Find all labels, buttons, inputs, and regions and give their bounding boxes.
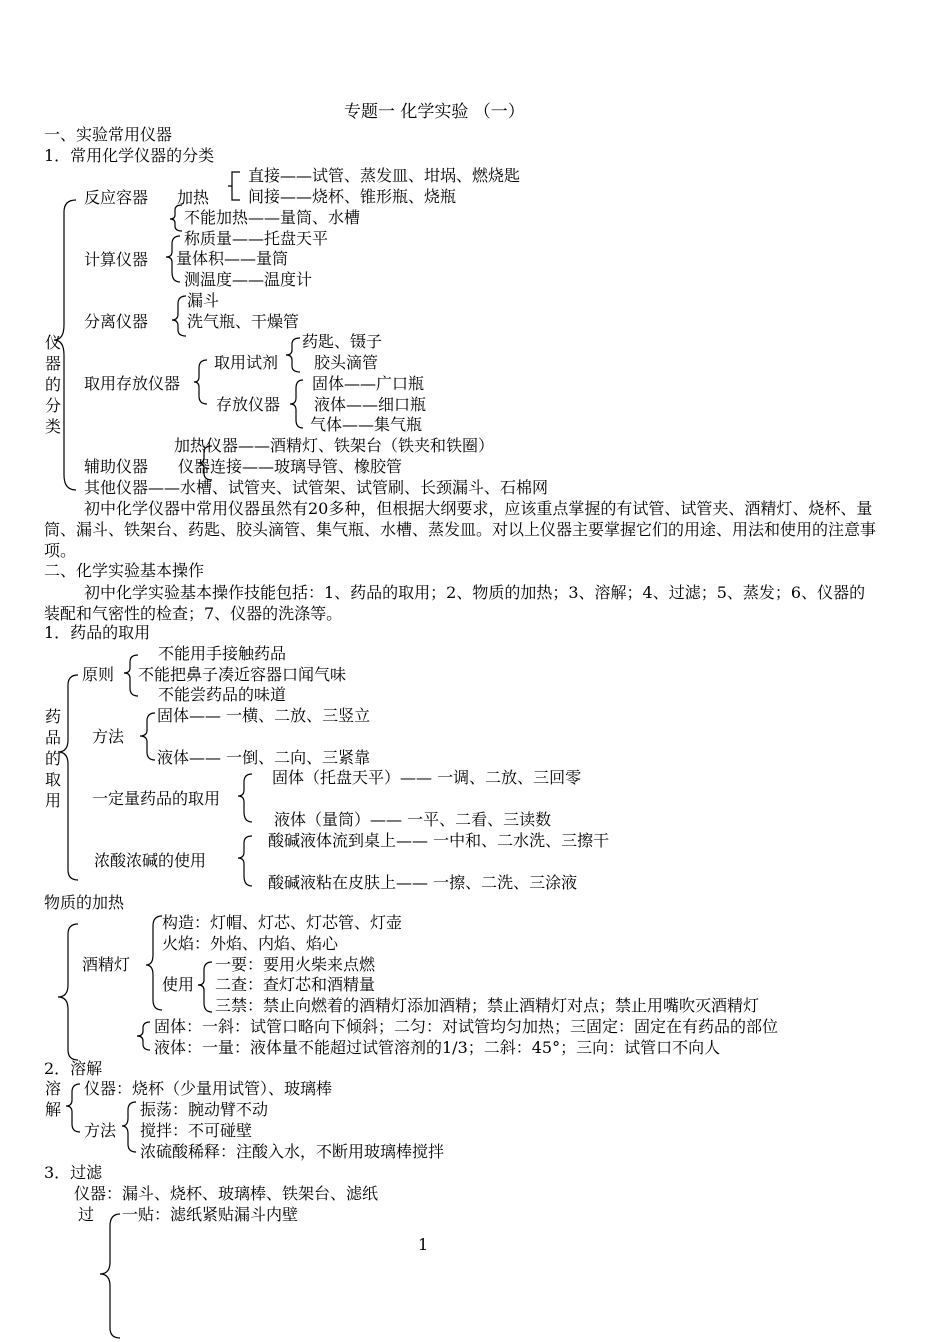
subsection-heading-1-1: 1．常用化学仪器的分类 [44, 146, 215, 165]
dissolve-side-label: 溶解 [44, 1079, 61, 1119]
connection-text: 仪器连接——玻璃导管、橡胶管 [178, 457, 403, 476]
heating-heading: 物质的加热 [44, 893, 125, 912]
use-rule-1-text: 一要：要用火柴来点燃 [215, 955, 376, 974]
acid-table-text: 酸碱液体流到桌上—— 一中和、二水洗、三擦干 [268, 831, 610, 850]
method-label: 方法 [92, 727, 125, 746]
filter-side-char: 过 [78, 1205, 95, 1224]
take-reagent-label: 取用试剂 [214, 353, 279, 372]
no-heat-text: 不能加热——量筒、水槽 [184, 208, 361, 227]
dissolve-method-label: 方法 [84, 1121, 117, 1140]
spoon-text: 药匙、镊子 [302, 332, 383, 351]
lamp-flame-text: 火焰：外焰、内焰、焰心 [162, 934, 339, 953]
funnel-text: 漏斗 [187, 291, 220, 310]
mass-text: 称质量——托盘天平 [184, 229, 329, 248]
solid-bottle-text: 固体——广口瓶 [312, 374, 425, 393]
instrument-classification-side-label: 仪器的分类 [44, 333, 61, 436]
reaction-vessel-label: 反应容器 [84, 188, 149, 207]
use-rule-3-text: 三禁：禁止向燃着的酒精灯添加酒精；禁止酒精灯对点；禁止用嘴吹灭酒精灯 [215, 996, 760, 1015]
filter-instrument-text: 仪器：漏斗、烧杯、玻璃棒、铁架台、滤纸 [74, 1184, 379, 1203]
paragraph-operations: 初中化学实验基本操作技能包括：1、药品的取用；2、物质的加热；3、溶解；4、过滤；5、蒸发；6、仪器的装配和气密性的检查；7、仪器的洗涤等。 [44, 583, 866, 623]
volume-text: 量体积——量筒 [176, 249, 289, 268]
lamp-use-label: 使用 [162, 975, 195, 994]
gas-bottle-text: 气体——集气瓶 [310, 415, 423, 434]
rule-3-text: 不能尝药品的味道 [158, 685, 287, 704]
drug-taking-side-label: 药品的取用 [44, 707, 61, 810]
shake-text: 振荡：腕动臂不动 [140, 1100, 269, 1119]
heat-solid-text: 固体：一斜：试管口略向下倾斜；二匀：对试管均匀加热；三固定：固定在有药品的部位 [154, 1017, 779, 1036]
acid-base-label: 浓酸浓碱的使用 [94, 851, 207, 870]
acid-skin-text: 酸碱液粘在皮肤上—— 一擦、二洗、三涂液 [268, 873, 578, 892]
lamp-structure-text: 构造：灯帽、灯芯、灯芯管、灯壶 [162, 913, 403, 932]
page-number: 1 [418, 1235, 429, 1254]
page-title: 专题一 化学实验 （一） [344, 102, 525, 122]
subsection-heading-2-2: 2．溶解 [44, 1059, 103, 1078]
other-instrument-text: 其他仪器——水槽、试管夹、试管架、试管刷、长颈漏斗、石棉网 [84, 478, 549, 497]
subsection-heading-2-3: 3．过滤 [44, 1163, 103, 1182]
section-heading-2: 二、化学实验基本操作 [44, 561, 205, 580]
rule-1-text: 不能用手接触药品 [158, 644, 287, 663]
auxiliary-instrument-label: 辅助仪器 [84, 457, 149, 476]
heating-instrument-text: 加热仪器——酒精灯、铁架台（铁夹和铁圈） [174, 436, 495, 455]
principle-label: 原则 [82, 665, 115, 684]
direct-heat-text: 直接——试管、蒸发皿、坩埚、燃烧匙 [248, 166, 521, 185]
temperature-text: 测温度——温度计 [184, 270, 313, 289]
paragraph-instruments: 初中化学仪器中常用仪器虽然有20多种，但根据大纲要求，应该重点掌握的有试管、试管夹、酒精灯、烧杯、量筒、漏斗、铁架台、药匙、胶头滴管、集气瓶、水槽、蒸发皿。对以上仪器主要掌握它们的用途、用法和使用的注意事项。 [44, 499, 877, 560]
filter-stick-text: 一贴：滤纸紧贴漏斗内壁 [122, 1205, 299, 1224]
separation-instrument-label: 分离仪器 [84, 312, 149, 331]
alcohol-lamp-label: 酒精灯 [82, 955, 131, 974]
method-liquid-text: 液体—— 一倒、二向、三紧靠 [157, 748, 371, 767]
rule-2-text: 不能把鼻子凑近容器口闻气味 [138, 665, 347, 684]
storage-instrument-label: 取用存放仪器 [84, 374, 181, 393]
liquid-bottle-text: 液体——细口瓶 [314, 395, 427, 414]
method-solid-text: 固体—— 一横、二放、三竖立 [157, 706, 371, 725]
dilute-text: 浓硫酸稀释：注酸入水，不断用玻璃棒搅拌 [140, 1142, 445, 1161]
section-heading-1: 一、实验常用仪器 [44, 125, 173, 144]
use-rule-2-text: 二查：查灯芯和酒精量 [215, 975, 376, 994]
indirect-heat-text: 间接——烧杯、锥形瓶、烧瓶 [248, 187, 457, 206]
subsection-heading-2-1: 1．药品的取用 [44, 623, 151, 642]
heat-label: 加热 [177, 188, 210, 207]
store-instrument-label: 存放仪器 [216, 395, 281, 414]
dissolve-instrument-text: 仪器：烧杯（少量用试管）、玻璃棒 [84, 1079, 333, 1098]
fixed-liquid-text: 液体（量筒）—— 一平、二看、三读数 [274, 810, 552, 829]
stir-text: 搅拌：不可碰壁 [140, 1121, 253, 1140]
fixed-amount-label: 一定量药品的取用 [92, 789, 221, 808]
heat-liquid-text: 液体：一量：液体量不能超过试管溶剂的1/3；二斜：45°；三向：试管口不向人 [154, 1038, 721, 1057]
dropper-text: 胶头滴管 [314, 353, 379, 372]
measure-instrument-label: 计算仪器 [84, 250, 149, 269]
gas-wash-text: 洗气瓶、干燥管 [187, 312, 300, 331]
fixed-solid-text: 固体（托盘天平）—— 一调、二放、三回零 [272, 768, 582, 787]
